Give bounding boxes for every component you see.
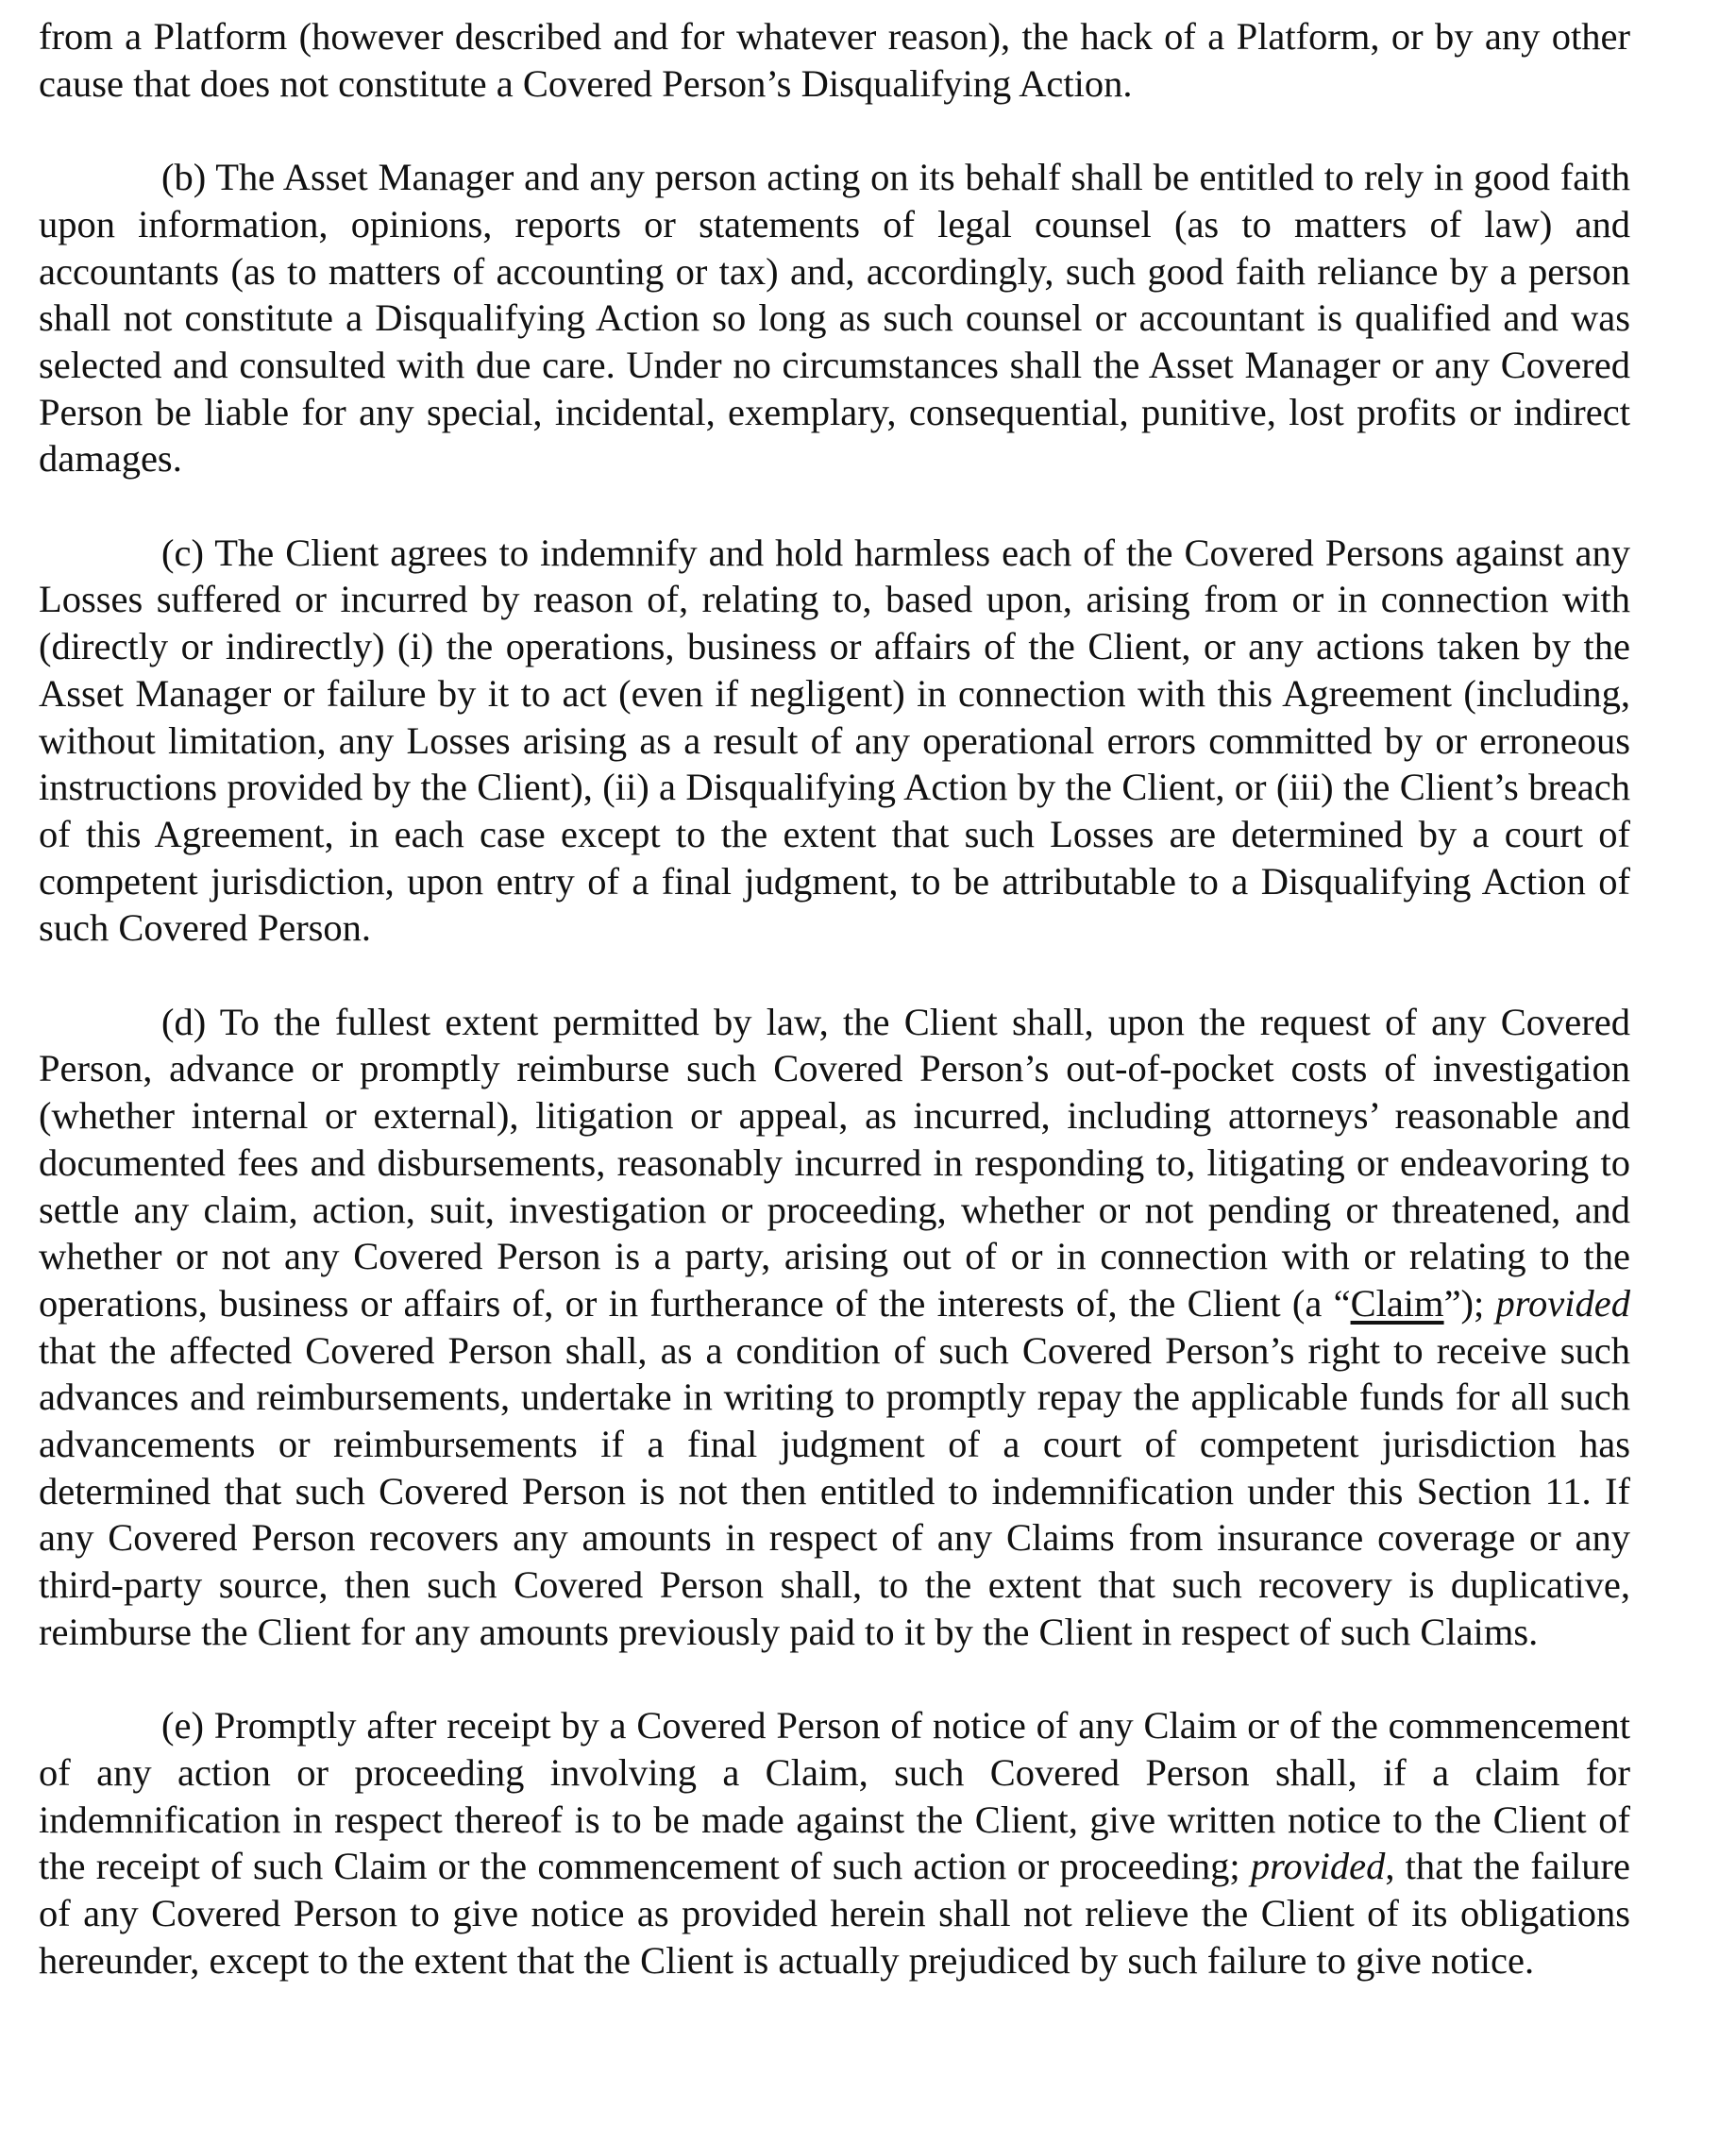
paragraph-d-text-1: (d) To the fullest extent permitted by law, the Client shall, upon the request of any Covered Person, advance or promptly reimburse such Covered Person’s out-of-pocket costs of investigation (whether internal or external), litigation or appeal, as incurred, including attorneys’ reasonable and documented fees and disbursements, reasonably incurred in responding to, litigating or endeavoring to settle any claim, action, suit, investigation or proceeding, whether or not pending or threatened, and whether or not any Covered Person is a party, arising out of or in connection with or relating to the operations, business or affairs of, or in furtherance of the interests of, the Client (a “ [39, 1000, 1630, 1325]
provided-italic: provided [1495, 1281, 1630, 1325]
paragraph-d-text-3: that the affected Covered Person shall, as a condition of such Covered Person’s right to receive such advances and reimbursements, undertake in writing to promptly repay the applicable funds for all such advancements or reimbursements if a final judgment of a court of competent jurisdiction has determined that such Covered Person is not then entitled to indemnification under this Section 11. If any Covered Person recovers any amounts in respect of any Claims from insurance coverage or any third-party source, then such Covered Person shall, to the extent that such recovery is duplicative, reimburse the Client for any amounts previously paid to it by the Client in respect of such Claims. [39, 1328, 1630, 1653]
paragraph-a-continuation: from a Platform (however described and for whatever reason), the hack of a Platform, or by any other cause that does not constitute a Covered Person’s Disqualifying Action. [39, 15, 1630, 105]
provided-italic: provided [1250, 1845, 1386, 1888]
defined-term-claim: Claim [1350, 1281, 1444, 1325]
paragraph-e [39, 1702, 1630, 1984]
paragraph-c: (c) The Client agrees to indemnify and hold harmless each of the Covered Persons against any Losses suffered or incurred by reason of, relating to, based upon, arising from or in connection with (directly or indirectly) (i) the operations, business or affairs of the Client, or any actions taken by the Asset Manager or failure by it to act (even if negligent) in connection with this Agreement (including, without limitation, any Losses arising as a result of any operational errors committed by or erroneous instructions provided by the Client), (ii) a Disqualifying Action by the Client, or (iii) the Client’s breach of this Agreement, in each case except to the extent that such Losses are determined by a court of competent jurisdiction, upon entry of a final judgment, to be attributable to a Disqualifying Action of such Covered Person. [39, 531, 1630, 950]
paragraph-d-text-2: ”); [1443, 1281, 1496, 1325]
paragraph-e-text-1: (e) Promptly after receipt by a Covered Person of notice of any Claim or of the commencement of any action or proceeding involving a Claim, such Covered Person shall, if a claim for indemnification in respect thereof is to be made against the Client, give written notice to the Client of the receipt of such Claim or the commencement of such action or proceeding; [39, 1704, 1630, 1888]
document-page [39, 13, 1630, 2031]
paragraph-d [39, 999, 1630, 1656]
paragraph-b: (b) The Asset Manager and any person acting on its behalf shall be entitled to rely in good faith upon information, opinions, reports or statements of legal counsel (as to matters of law) and accountants (as to matters of accounting or tax) and, accordingly, such good faith reliance by a person shall not constitute a Disqualifying Action so long as such counsel or accountant is qualified and was selected and consulted with due care. Under no circumstances shall the Asset Manager or any Covered Person be liable for any special, incidental, exemplary, consequential, punitive, lost profits or indirect damages. [39, 156, 1630, 481]
paragraph-e-text-2: , that the failure of any Covered Person to give notice as provided herein shall not relieve the Client of its obligations hereunder, except to the extent that the Client is actually prejudiced by such failure to give notice. [39, 1845, 1631, 1982]
